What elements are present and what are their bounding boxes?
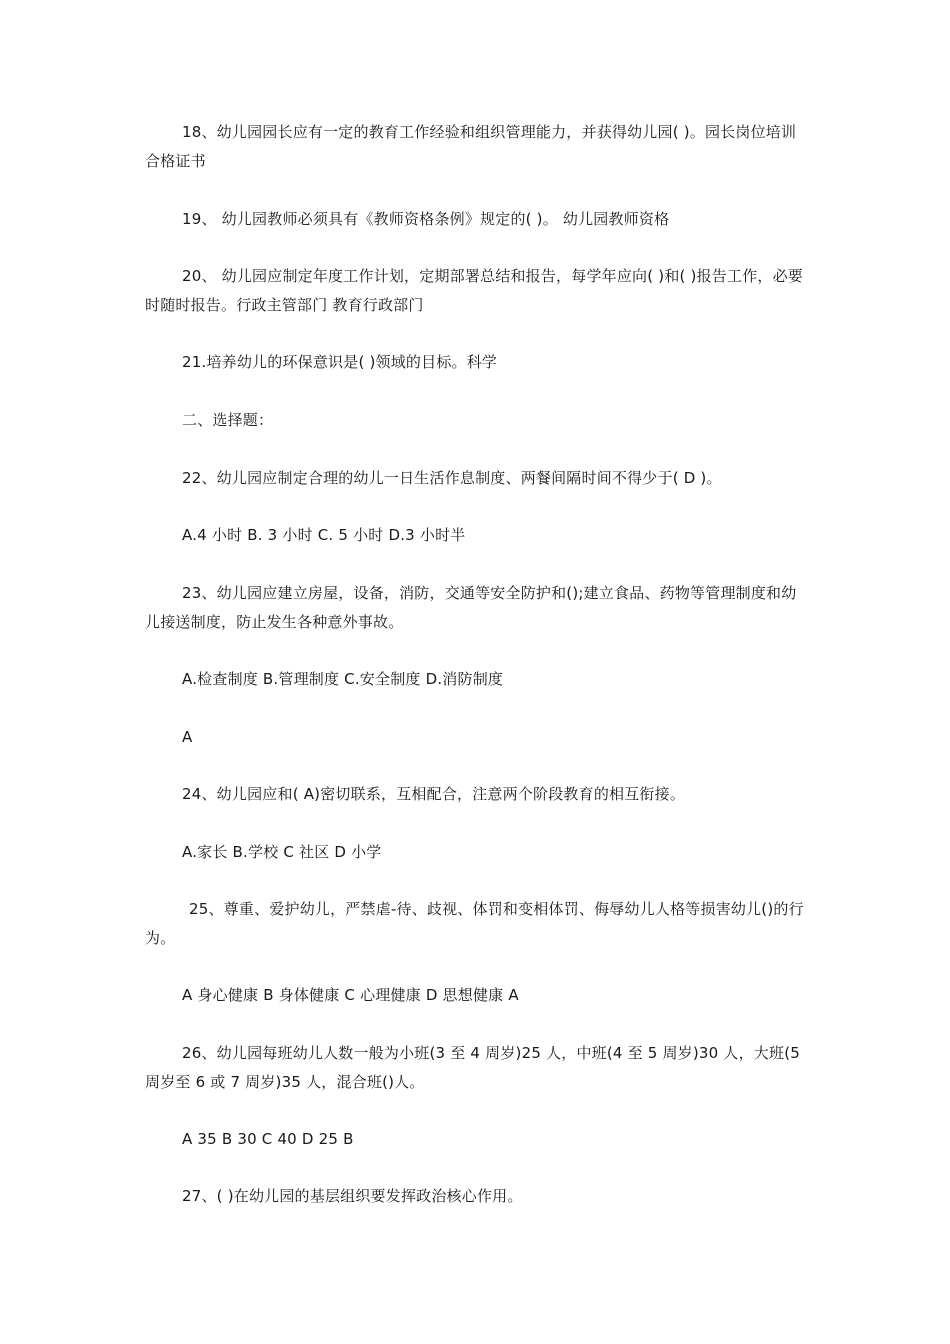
paragraph-q23: 23、幼儿园应建立房屋，设备，消防，交通等安全防护和();建立食品、药物等管理制度和幼儿接送制度，防止发生各种意外事故。: [145, 584, 797, 631]
options-q24: A.家长 B.学校 C 社区 D 小学: [182, 843, 382, 861]
paragraph-q20: 20、 幼儿园应制定年度工作计划，定期部署总结和报告，每学年应向( )和( )报告工作，必要时随时报告。行政主管部门 教育行政部门: [145, 267, 804, 314]
paragraph-q26: 26、幼儿园每班幼儿人数一般为小班(3 至 4 周岁)25 人，中班(4 至 5 周岁)30 人，大班(5 周岁至 6 或 7 周岁)35 人，混合班()人。: [145, 1044, 800, 1091]
paragraph-q19: 19、 幼儿园教师必须具有《教师资格条例》规定的( )。 幼儿园教师资格: [182, 210, 670, 228]
options-q25: A 身心健康 B 身体健康 C 心理健康 D 思想健康 A: [182, 986, 519, 1004]
paragraph-q18: 18、幼儿园园长应有一定的教育工作经验和组织管理能力，并获得幼儿园( )。园长岗位培训合格证书: [145, 123, 797, 170]
options-q22: A.4 小时 B. 3 小时 C. 5 小时 D.3 小时半: [182, 526, 466, 544]
answer-q23: A: [182, 728, 193, 746]
paragraph-q25: 25、尊重、爱护幼儿，严禁虐-待、歧视、体罚和变相体罚、侮辱幼儿人格等损害幼儿()的行为。: [145, 900, 804, 947]
section-heading-choice: 二、选择题：: [182, 411, 274, 429]
paragraph-q27: 27、( )在幼儿园的基层组织要发挥政治核心作用。: [182, 1187, 523, 1205]
options-q23: A.检查制度 B.管理制度 C.安全制度 D.消防制度: [182, 670, 504, 688]
paragraph-q24: 24、幼儿园应和( A)密切联系，互相配合，注意两个阶段教育的相互衔接。: [182, 785, 686, 803]
options-q26: A 35 B 30 C 40 D 25 B: [182, 1130, 354, 1148]
paragraph-q22: 22、幼儿园应制定合理的幼儿一日生活作息制度、两餐间隔时间不得少于( D )。: [182, 469, 722, 487]
paragraph-q21: 21.培养幼儿的环保意识是( )领域的目标。科学: [182, 353, 498, 371]
